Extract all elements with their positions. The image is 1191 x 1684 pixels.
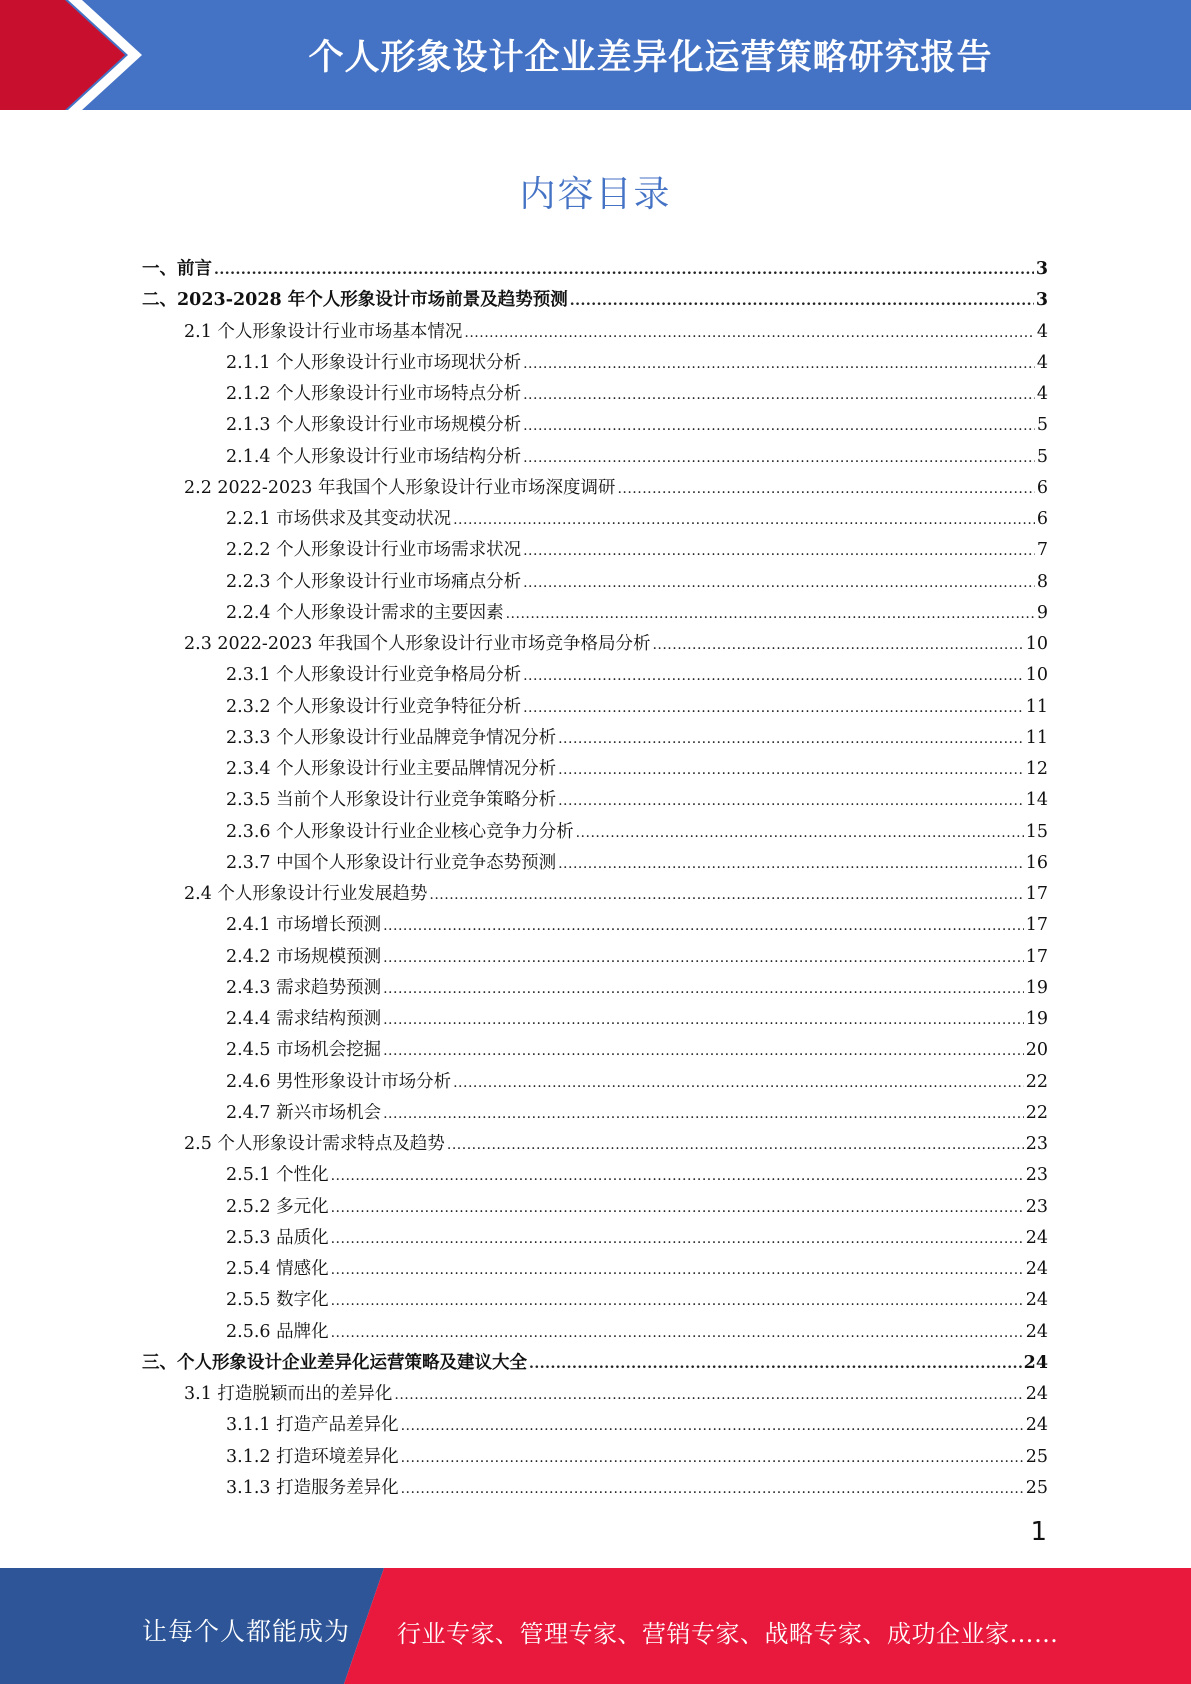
dot-leader <box>383 1043 1024 1059</box>
dot-leader <box>617 481 1034 497</box>
toc-entry[interactable] <box>142 880 1048 911</box>
toc-entry-title: 2.5.6 品牌化 <box>226 1321 329 1342</box>
dot-leader <box>331 1325 1024 1341</box>
toc-entry[interactable] <box>142 1443 1048 1474</box>
toc-entry-page: 14 <box>1025 790 1048 811</box>
toc-entry-title: 3.1.2 打造环境差异化 <box>226 1446 399 1467</box>
toc-entry-page: 24 <box>1025 1290 1048 1311</box>
toc-entry-page: 23 <box>1025 1134 1048 1154</box>
toc-entry[interactable] <box>142 1099 1048 1130</box>
dot-leader <box>570 293 1034 309</box>
footer-band <box>0 1568 1191 1684</box>
toc-entry[interactable] <box>142 1130 1048 1161</box>
toc-entry-page: 23 <box>1025 1165 1048 1186</box>
dot-leader <box>383 1012 1024 1028</box>
toc-entry-page: 24 <box>1025 1415 1048 1436</box>
toc-entry[interactable] <box>142 286 1048 317</box>
toc-entry-page: 24 <box>1025 1384 1048 1404</box>
toc-entry-page: 3 <box>1035 290 1048 311</box>
dot-leader <box>523 700 1024 716</box>
toc-entry-title: 二、2023-2028 年个人形象设计市场前景及趋势预测 <box>142 290 568 311</box>
toc-entry-title: 2.1.2 个人形象设计行业市场特点分析 <box>226 384 522 404</box>
toc-entry[interactable] <box>142 1036 1048 1067</box>
dot-leader <box>523 356 1035 372</box>
toc-entry[interactable] <box>142 661 1048 692</box>
toc-entry[interactable] <box>142 724 1048 755</box>
dot-leader <box>523 575 1035 591</box>
dot-leader <box>331 1168 1024 1184</box>
toc-entry-page: 3 <box>1035 259 1048 279</box>
dot-leader <box>447 1137 1024 1153</box>
toc-entry-page: 7 <box>1036 540 1048 561</box>
toc-entry-page: 25 <box>1025 1477 1048 1498</box>
toc-entry-title: 2.4 个人形象设计行业发展趋势 <box>184 884 428 904</box>
toc-entry[interactable] <box>142 1349 1048 1380</box>
toc-entry-page: 24 <box>1025 1259 1048 1279</box>
dot-leader <box>464 325 1034 341</box>
toc-entry-title: 2.2 2022-2023 年我国个人形象设计行业市场深度调研 <box>184 477 616 498</box>
toc-entry-title: 2.4.5 市场机会挖掘 <box>226 1040 382 1061</box>
dot-leader <box>214 262 1034 278</box>
toc-entry-title: 2.3.6 个人形象设计行业企业核心竞争力分析 <box>226 821 574 842</box>
toc-entry[interactable] <box>142 1193 1048 1224</box>
toc-entry-title: 2.5.4 情感化 <box>226 1259 329 1279</box>
toc-entry-page: 5 <box>1036 415 1048 436</box>
toc-entry-title: 2.5.1 个性化 <box>226 1165 329 1186</box>
toc-entry-title: 2.1.3 个人形象设计行业市场规模分析 <box>226 415 522 436</box>
toc-entry-page: 6 <box>1036 509 1048 529</box>
toc-entry[interactable] <box>142 1286 1048 1317</box>
toc-entry[interactable] <box>142 755 1048 786</box>
dot-leader <box>523 418 1035 434</box>
chevron-arrow-icon <box>0 0 160 110</box>
toc-entry-page: 4 <box>1036 384 1048 404</box>
toc-entry[interactable] <box>142 1224 1048 1255</box>
toc-entry[interactable] <box>142 786 1048 817</box>
dot-leader <box>558 856 1024 872</box>
dot-leader <box>558 731 1024 747</box>
toc-entry-title: 2.5.5 数字化 <box>226 1290 329 1311</box>
toc-entry-page: 4 <box>1036 352 1048 373</box>
dot-leader <box>429 887 1023 903</box>
toc-entry[interactable] <box>142 974 1048 1005</box>
toc-entry-page: 22 <box>1025 1071 1048 1092</box>
toc-entry-title: 2.3.7 中国个人形象设计行业竞争态势预测 <box>226 852 557 873</box>
toc-entry-title: 2.4.6 男性形象设计市场分析 <box>226 1071 452 1092</box>
dot-leader <box>523 387 1035 403</box>
dot-leader <box>331 1262 1024 1278</box>
toc-entry-title: 2.2.4 个人形象设计需求的主要因素 <box>226 602 504 623</box>
toc-entry-page: 10 <box>1025 634 1048 654</box>
dot-leader <box>383 981 1024 997</box>
dot-leader <box>558 793 1024 809</box>
toc-entry-page: 17 <box>1025 884 1048 904</box>
toc-entry-page: 20 <box>1025 1040 1048 1061</box>
footer-slogan: 让每个人都能成为 <box>142 1617 351 1646</box>
toc-entry[interactable] <box>142 1255 1048 1286</box>
toc-entry-title: 一、前言 <box>142 259 212 279</box>
toc-entry[interactable] <box>142 911 1048 942</box>
toc-title: 内容目录 <box>519 174 672 215</box>
toc-entry-title: 2.2.1 市场供求及其变动状况 <box>226 509 452 529</box>
toc-entry[interactable] <box>142 536 1048 567</box>
toc-entry-page: 9 <box>1036 602 1048 623</box>
toc-entry-title: 2.5.2 多元化 <box>226 1196 329 1217</box>
toc-entry[interactable] <box>142 849 1048 880</box>
dot-leader <box>394 1387 1023 1403</box>
dot-leader <box>331 1293 1024 1309</box>
toc-entry[interactable] <box>142 1068 1048 1099</box>
dot-leader <box>576 825 1024 841</box>
toc-entry-title: 2.2.2 个人形象设计行业市场需求状况 <box>226 540 522 561</box>
toc-entry-page: 10 <box>1025 665 1048 686</box>
toc-entry-title: 2.3.5 当前个人形象设计行业竞争策略分析 <box>226 790 557 811</box>
toc-entry-title: 2.4.4 需求结构预测 <box>226 1009 382 1029</box>
toc-entry-page: 19 <box>1025 1009 1048 1029</box>
toc-entry[interactable] <box>142 255 1048 286</box>
toc-entry-title: 2.1.4 个人形象设计行业市场结构分析 <box>226 446 522 467</box>
dot-leader <box>558 762 1024 778</box>
toc-entry-title: 2.3.2 个人形象设计行业竞争特征分析 <box>226 696 522 717</box>
dot-leader <box>652 637 1023 653</box>
dot-leader <box>453 512 1035 528</box>
dot-leader <box>401 1481 1024 1497</box>
dot-leader <box>383 1106 1024 1122</box>
toc-entry-title: 2.4.3 需求趋势预测 <box>226 977 382 998</box>
toc-entry[interactable] <box>142 630 1048 661</box>
dot-leader <box>523 450 1035 466</box>
dot-leader <box>383 950 1024 966</box>
toc-entry[interactable] <box>142 505 1048 536</box>
toc-entry-title: 2.5 个人形象设计需求特点及趋势 <box>184 1134 445 1154</box>
toc-entry[interactable] <box>142 1411 1048 1442</box>
toc-entry-page: 17 <box>1025 915 1048 936</box>
toc-entry[interactable] <box>142 568 1048 599</box>
dot-leader <box>453 1075 1024 1091</box>
toc-entry-page: 11 <box>1025 696 1048 717</box>
dot-leader <box>383 918 1024 934</box>
dot-leader <box>331 1200 1024 1216</box>
toc-entry[interactable] <box>142 693 1048 724</box>
report-title: 个人形象设计企业差异化运营策略研究报告 <box>308 38 993 78</box>
toc-entry-page: 24 <box>1023 1352 1048 1373</box>
dot-leader <box>401 1450 1024 1466</box>
header-band <box>0 0 1191 110</box>
dot-leader <box>523 543 1035 559</box>
toc-entry[interactable] <box>142 1474 1048 1505</box>
toc-entry-title: 2.3.1 个人形象设计行业竞争格局分析 <box>226 665 522 686</box>
toc-entry-page: 11 <box>1025 727 1048 748</box>
toc-entry[interactable] <box>142 380 1048 411</box>
toc-entry[interactable] <box>142 599 1048 630</box>
toc-entry-title: 2.5.3 品质化 <box>226 1227 329 1248</box>
toc-entry-title: 2.4.2 市场规模预测 <box>226 946 382 967</box>
toc-entry-page: 23 <box>1025 1196 1048 1217</box>
toc-entry[interactable] <box>142 443 1048 474</box>
toc-entry[interactable] <box>142 1005 1048 1036</box>
toc-entry-title: 3.1.1 打造产品差异化 <box>226 1415 399 1436</box>
toc-entry-title: 2.4.7 新兴市场机会 <box>226 1102 382 1123</box>
footer-roles: 行业专家、管理专家、营销专家、战略专家、成功企业家…… <box>397 1620 1059 1648</box>
toc-entry-page: 6 <box>1036 477 1048 498</box>
table-of-contents <box>142 255 1048 1505</box>
toc-entry[interactable] <box>142 943 1048 974</box>
dot-leader <box>401 1418 1024 1434</box>
toc-entry-page: 19 <box>1025 977 1048 998</box>
toc-entry-title: 2.3.4 个人形象设计行业主要品牌情况分析 <box>226 759 557 779</box>
toc-entry-page: 5 <box>1036 446 1048 467</box>
toc-entry-title: 三、个人形象设计企业差异化运营策略及建议大全 <box>142 1352 527 1373</box>
dot-leader <box>523 668 1024 684</box>
toc-entry[interactable] <box>142 318 1048 349</box>
toc-entry[interactable] <box>142 1161 1048 1192</box>
toc-entry-page: 8 <box>1036 571 1048 592</box>
toc-entry-page: 16 <box>1025 852 1048 873</box>
page-number: 1 <box>1030 1517 1047 1547</box>
toc-entry-title: 2.1 个人形象设计行业市场基本情况 <box>184 321 463 342</box>
toc-entry-title: 2.3.3 个人形象设计行业品牌竞争情况分析 <box>226 727 557 748</box>
toc-entry-title: 2.2.3 个人形象设计行业市场痛点分析 <box>226 571 522 592</box>
toc-entry-page: 17 <box>1025 946 1048 967</box>
toc-entry[interactable] <box>142 818 1048 849</box>
toc-entry-title: 3.1.3 打造服务差异化 <box>226 1477 399 1498</box>
toc-entry[interactable] <box>142 411 1048 442</box>
toc-entry[interactable] <box>142 349 1048 380</box>
dot-leader <box>506 606 1035 622</box>
toc-entry-page: 25 <box>1025 1446 1048 1467</box>
toc-entry-page: 24 <box>1025 1227 1048 1248</box>
toc-entry[interactable] <box>142 1318 1048 1349</box>
toc-entry[interactable] <box>142 1380 1048 1411</box>
toc-entry-title: 3.1 打造脱颖而出的差异化 <box>184 1384 393 1404</box>
toc-entry-page: 22 <box>1025 1102 1048 1123</box>
dot-leader <box>529 1356 1022 1372</box>
toc-entry-title: 2.1.1 个人形象设计行业市场现状分析 <box>226 352 522 373</box>
toc-entry-title: 2.4.1 市场增长预测 <box>226 915 382 936</box>
toc-entry-page: 4 <box>1036 321 1048 342</box>
toc-entry[interactable] <box>142 474 1048 505</box>
toc-entry-title: 2.3 2022-2023 年我国个人形象设计行业市场竞争格局分析 <box>184 634 651 654</box>
toc-entry-page: 12 <box>1025 759 1048 779</box>
dot-leader <box>331 1231 1024 1247</box>
toc-entry-page: 24 <box>1025 1321 1048 1342</box>
toc-entry-page: 15 <box>1025 821 1048 842</box>
